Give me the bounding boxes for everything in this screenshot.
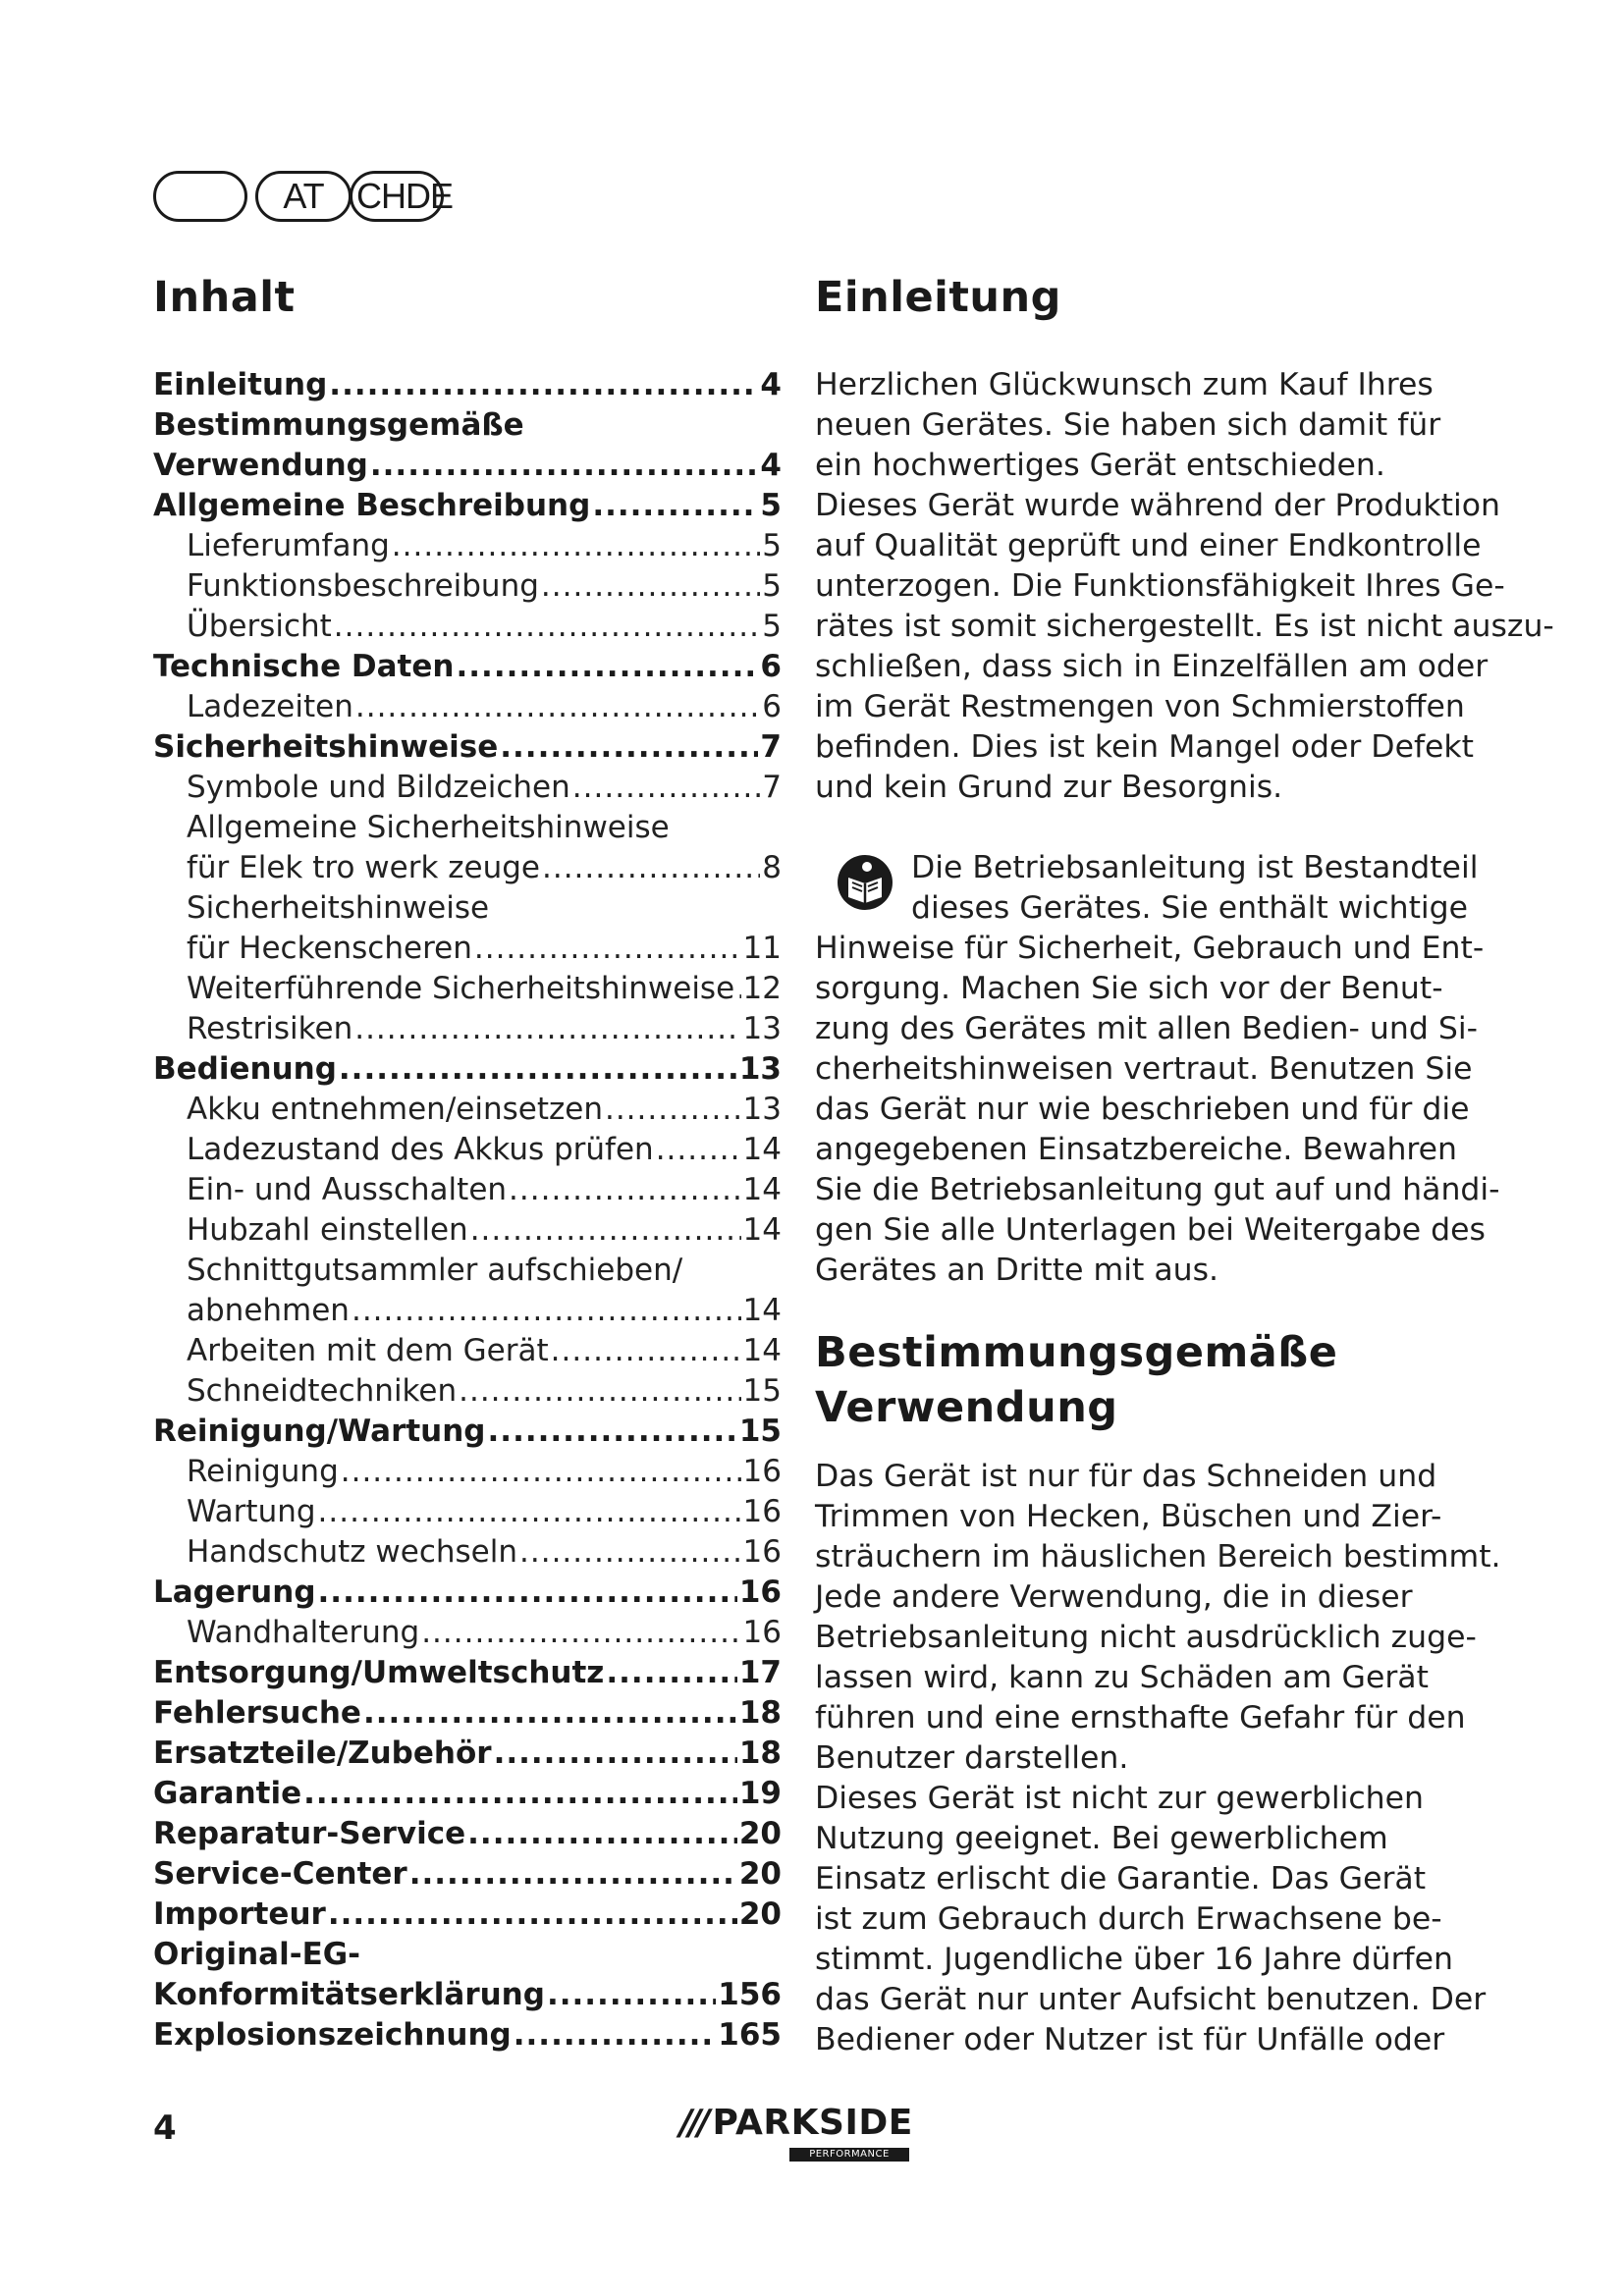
toc-leader-dots bbox=[519, 1532, 741, 1573]
toc-leader-dots bbox=[328, 1895, 737, 1935]
toc-leader-dots bbox=[656, 1130, 741, 1170]
toc-entry bbox=[153, 446, 782, 486]
toc-entry-page: 15 bbox=[738, 1414, 782, 1449]
toc-entry-label: Garantie bbox=[153, 1776, 302, 1811]
text-line: im Gerät Restmengen von Schmierstoffen bbox=[815, 689, 1465, 724]
toc-entry-label: Reparatur-Service bbox=[153, 1816, 466, 1851]
toc-entry bbox=[153, 1854, 782, 1895]
text-line: zung des Gerätes mit allen Bedien- und Si- bbox=[815, 1011, 1478, 1046]
text-line: dieses Gerätes. Sie enthält wichtige bbox=[911, 890, 1469, 926]
toc-leader-dots bbox=[551, 1331, 741, 1371]
toc-entry-page: 6 bbox=[762, 689, 782, 724]
toc-entry-page: 165 bbox=[718, 2017, 782, 2053]
toc-entry-page: 13 bbox=[742, 1092, 782, 1127]
toc-entry-page: 20 bbox=[738, 1816, 782, 1851]
toc-entry-label: Übersicht bbox=[187, 609, 332, 644]
toc-leader-dots bbox=[334, 607, 760, 647]
toc-entry-label: für Elek tro werk zeuge bbox=[187, 850, 540, 885]
toc-entry-page: 14 bbox=[742, 1212, 782, 1248]
toc-entry-label: Lieferumfang bbox=[187, 528, 390, 563]
toc-entry-label: Ein- und Ausschalten bbox=[187, 1172, 508, 1207]
toc-entry-label: Reinigung bbox=[187, 1454, 339, 1489]
toc-entry-label: Technische Daten bbox=[153, 649, 455, 684]
toc-leader-dots bbox=[370, 446, 759, 486]
toc-entry-page: 5 bbox=[760, 488, 782, 523]
toc-entry bbox=[153, 1452, 782, 1492]
toc-entry-label: Reinigung/Wartung bbox=[153, 1414, 486, 1449]
text-line: befinden. Dies ist kein Mangel oder Defekt bbox=[815, 729, 1475, 765]
toc-entry bbox=[153, 1492, 782, 1532]
toc-entry-page: 14 bbox=[742, 1293, 782, 1328]
toc-leader-dots bbox=[318, 1492, 741, 1532]
text-line: Hinweise für Sicherheit, Gebrauch und Ent- bbox=[815, 931, 1485, 966]
toc-entry-label: Symbole und Bildzeichen bbox=[187, 770, 570, 805]
text-line: auf Qualität geprüft und einer Endkontrolle bbox=[815, 528, 1482, 563]
toc-entry-page: 13 bbox=[742, 1011, 782, 1046]
toc-leader-dots bbox=[547, 1975, 716, 2015]
toc-entry-page: 5 bbox=[762, 568, 782, 604]
toc-entry-page: 19 bbox=[738, 1776, 782, 1811]
text-line: und kein Grund zur Besorgnis. bbox=[815, 770, 1283, 805]
toc-entry-page: 20 bbox=[738, 1856, 782, 1892]
text-line: Gerätes an Dritte mit aus. bbox=[815, 1253, 1219, 1288]
toc-entry-label: Weiterführende Sicherheitshinweise bbox=[187, 971, 735, 1006]
toc-entry-label: abnehmen bbox=[187, 1293, 350, 1328]
toc-entry-page: 18 bbox=[738, 1735, 782, 1771]
table-of-contents bbox=[153, 365, 782, 2056]
toc-entry bbox=[153, 1774, 782, 1814]
toc-entry-page: 14 bbox=[742, 1172, 782, 1207]
toc-entry bbox=[153, 1935, 782, 1975]
toc-entry bbox=[153, 566, 782, 607]
text-line: Dieses Gerät ist nicht zur gewerblichen bbox=[815, 1781, 1424, 1816]
toc-entry-page: 18 bbox=[738, 1695, 782, 1731]
text-line: das Gerät nur unter Aufsicht benutzen. Der bbox=[815, 1982, 1487, 2017]
toc-leader-dots bbox=[363, 1693, 737, 1734]
toc-entry bbox=[153, 1693, 782, 1734]
toc-entry-page: 7 bbox=[760, 729, 782, 765]
toc-entry bbox=[153, 1613, 782, 1653]
text-line: neuen Gerätes. Sie haben sich damit für bbox=[815, 407, 1441, 443]
toc-entry bbox=[153, 969, 782, 1009]
toc-leader-dots bbox=[541, 566, 760, 607]
toc-entry-label: Einleitung bbox=[153, 367, 328, 402]
toc-entry-label: Akku entnehmen/einsetzen bbox=[187, 1092, 603, 1127]
toc-entry-label: Lagerung bbox=[153, 1575, 316, 1610]
toc-leader-dots bbox=[355, 687, 760, 727]
toc-entry-page: 6 bbox=[760, 649, 782, 684]
toc-entry-label: Explosionszeichnung bbox=[153, 2017, 512, 2053]
toc-entry-label: Sicherheitshinweise bbox=[187, 890, 490, 926]
toc-entry bbox=[153, 1573, 782, 1613]
brand-slashes: /// bbox=[679, 2103, 707, 2143]
toc-entry-page: 11 bbox=[742, 931, 782, 966]
toc-leader-dots bbox=[500, 727, 758, 768]
toc-leader-dots bbox=[459, 1371, 740, 1412]
toc-entry-label: Handschutz wechseln bbox=[187, 1534, 518, 1570]
country-badge-blank bbox=[153, 171, 247, 222]
intended-use-title-line-1: Bestimmungsgemäße bbox=[815, 1328, 1338, 1377]
text-line: sorgung. Machen Sie sich vor der Benut- bbox=[815, 971, 1443, 1006]
text-line: Herzlichen Glückwunsch zum Kauf Ihres bbox=[815, 367, 1434, 402]
toc-entry bbox=[153, 365, 782, 405]
toc-leader-dots bbox=[474, 929, 741, 969]
toc-entry bbox=[153, 929, 782, 969]
toc-leader-dots bbox=[470, 1210, 741, 1251]
page-number: 4 bbox=[153, 2109, 177, 2148]
toc-entry bbox=[153, 405, 782, 446]
brand-subline: PERFORMANCE bbox=[789, 2148, 909, 2162]
toc-entry bbox=[153, 727, 782, 768]
toc-entry-page: 156 bbox=[718, 1977, 782, 2012]
toc-entry bbox=[153, 486, 782, 526]
toc-entry bbox=[153, 1532, 782, 1573]
toc-entry bbox=[153, 1130, 782, 1170]
text-line: Die Betriebsanleitung ist Bestandteil bbox=[911, 850, 1479, 885]
toc-entry-page: 7 bbox=[762, 770, 782, 805]
brand-logo bbox=[679, 2103, 915, 2160]
text-line: gen Sie alle Unterlagen bei Weitergabe des bbox=[815, 1212, 1486, 1248]
toc-entry bbox=[153, 808, 782, 848]
toc-entry bbox=[153, 526, 782, 566]
toc-entry-page: 4 bbox=[760, 367, 782, 402]
toc-entry bbox=[153, 1331, 782, 1371]
toc-entry-label: Ladezeiten bbox=[187, 689, 353, 724]
toc-entry-label: Arbeiten mit dem Gerät bbox=[187, 1333, 549, 1368]
intro-paragraph-1 bbox=[815, 365, 1554, 808]
toc-entry bbox=[153, 1049, 782, 1090]
toc-entry-label: Ersatzteile/Zubehör bbox=[153, 1735, 492, 1771]
text-line: führen und eine ernsthafte Gefahr für den bbox=[815, 1700, 1466, 1735]
toc-entry-label: Allgemeine Sicherheitshinweise bbox=[187, 810, 670, 845]
toc-entry-label: Ladezustand des Akkus prüfen bbox=[187, 1132, 654, 1167]
text-line: Bediener oder Nutzer ist für Unfälle oder bbox=[815, 2022, 1445, 2057]
country-badge-chde: CHDE bbox=[350, 171, 444, 222]
toc-entry-page: 14 bbox=[742, 1132, 782, 1167]
toc-leader-dots bbox=[572, 768, 760, 808]
toc-leader-dots bbox=[341, 1452, 741, 1492]
toc-leader-dots bbox=[514, 2015, 717, 2056]
toc-entry bbox=[153, 2015, 782, 2056]
toc-leader-dots bbox=[736, 969, 740, 1009]
text-line: Trimmen von Hecken, Büschen und Zier- bbox=[815, 1499, 1442, 1534]
toc-entry bbox=[153, 1090, 782, 1130]
text-line: cherheitshinweisen vertraut. Benutzen Sie bbox=[815, 1051, 1473, 1087]
toc-entry-label: Schnittgutsammler aufschieben/ bbox=[187, 1253, 683, 1288]
toc-entry-page: 15 bbox=[742, 1373, 782, 1409]
toc-entry bbox=[153, 1814, 782, 1854]
toc-entry-label: Wandhalterung bbox=[187, 1615, 420, 1650]
toc-entry-label: Allgemeine Beschreibung bbox=[153, 488, 591, 523]
text-line: ein hochwertiges Gerät entschieden. bbox=[815, 448, 1385, 483]
toc-entry-label: Verwendung bbox=[153, 448, 368, 483]
toc-entry bbox=[153, 1975, 782, 2015]
toc-entry-page: 16 bbox=[742, 1615, 782, 1650]
text-line: Jede andere Verwendung, die in dieser bbox=[815, 1579, 1413, 1615]
toc-leader-dots bbox=[339, 1049, 737, 1090]
toc-entry-label: Service-Center bbox=[153, 1856, 407, 1892]
toc-leader-dots bbox=[329, 365, 758, 405]
toc-leader-dots bbox=[488, 1412, 737, 1452]
toc-leader-dots bbox=[456, 647, 758, 687]
toc-leader-dots bbox=[409, 1854, 737, 1895]
toc-entry-label: Importeur bbox=[153, 1896, 326, 1932]
intended-use-title-line-2: Verwendung bbox=[815, 1383, 1118, 1432]
toc-leader-dots bbox=[318, 1573, 737, 1613]
brand-name: PARKSIDE bbox=[712, 2103, 913, 2143]
toc-entry-page: 8 bbox=[762, 850, 782, 885]
toc-entry-page: 16 bbox=[742, 1494, 782, 1529]
toc-entry bbox=[153, 848, 782, 888]
intended-use-title bbox=[815, 1325, 1337, 1435]
text-line: rätes ist somit sichergestellt. Es ist nicht auszu- bbox=[815, 609, 1554, 644]
toc-entry bbox=[153, 1009, 782, 1049]
text-line: sträuchern im häuslichen Bereich bestimmt. bbox=[815, 1539, 1501, 1575]
toc-leader-dots bbox=[354, 1009, 740, 1049]
toc-leader-dots bbox=[592, 486, 758, 526]
toc-entry-label: Bedienung bbox=[153, 1051, 337, 1087]
toc-leader-dots bbox=[303, 1774, 737, 1814]
toc-entry-page: 16 bbox=[742, 1534, 782, 1570]
toc-entry-label: Restrisiken bbox=[187, 1011, 353, 1046]
toc-entry bbox=[153, 1210, 782, 1251]
toc-entry bbox=[153, 607, 782, 647]
toc-entry-label: Sicherheitshinweise bbox=[153, 729, 499, 765]
toc-entry bbox=[153, 888, 782, 929]
text-line: Betriebsanleitung nicht ausdrücklich zuge- bbox=[815, 1620, 1477, 1655]
toc-leader-dots bbox=[606, 1653, 737, 1693]
text-line: Einsatz erlischt die Garantie. Das Gerät bbox=[815, 1861, 1427, 1896]
toc-entry-page: 12 bbox=[742, 971, 782, 1006]
toc-leader-dots bbox=[494, 1734, 737, 1774]
toc-entry-page: 16 bbox=[742, 1454, 782, 1489]
text-line: angegebenen Einsatzbereiche. Bewahren bbox=[815, 1132, 1458, 1167]
toc-entry-label: Hubzahl einstellen bbox=[187, 1212, 468, 1248]
toc-entry bbox=[153, 1170, 782, 1210]
toc-entry-label: Entsorgung/Umweltschutz bbox=[153, 1655, 605, 1690]
country-badges bbox=[153, 171, 467, 230]
toc-leader-dots bbox=[392, 526, 760, 566]
country-badge-at: AT bbox=[255, 171, 352, 222]
toc-entry-label: für Heckenscheren bbox=[187, 931, 472, 966]
toc-leader-dots bbox=[352, 1291, 741, 1331]
toc-leader-dots bbox=[509, 1170, 741, 1210]
toc-entry-label: Original-EG- bbox=[153, 1937, 361, 1972]
toc-entry-label: Konformitätserklärung bbox=[153, 1977, 545, 2012]
text-line: Das Gerät ist nur für das Schneiden und bbox=[815, 1459, 1437, 1494]
text-line: lassen wird, kann zu Schäden am Gerät bbox=[815, 1660, 1429, 1695]
toc-entry-page: 14 bbox=[742, 1333, 782, 1368]
toc-entry bbox=[153, 768, 782, 808]
toc-entry-page: 5 bbox=[762, 609, 782, 644]
toc-entry-page: 20 bbox=[738, 1896, 782, 1932]
text-line: Sie die Betriebsanleitung gut auf und händi- bbox=[815, 1172, 1500, 1207]
text-line: Dieses Gerät wurde während der Produktion bbox=[815, 488, 1501, 523]
toc-entry-page: 16 bbox=[738, 1575, 782, 1610]
toc-leader-dots bbox=[467, 1814, 737, 1854]
toc-entry-page: 4 bbox=[760, 448, 782, 483]
toc-entry bbox=[153, 687, 782, 727]
text-line: Nutzung geeignet. Bei gewerblichem bbox=[815, 1821, 1388, 1856]
text-line: schließen, dass sich in Einzelfällen am oder bbox=[815, 649, 1489, 684]
toc-entry bbox=[153, 1371, 782, 1412]
text-line: unterzogen. Die Funktionsfähigkeit Ihres Ge- bbox=[815, 568, 1505, 604]
toc-entry-page: 17 bbox=[738, 1655, 782, 1690]
toc-entry-page: 5 bbox=[762, 528, 782, 563]
toc-entry bbox=[153, 1895, 782, 1935]
text-line: das Gerät nur wie beschrieben und für die bbox=[815, 1092, 1470, 1127]
text-line: stimmt. Jugendliche über 16 Jahre dürfen bbox=[815, 1942, 1453, 1977]
toc-entry bbox=[153, 1251, 782, 1291]
toc-entry-label: Bestimmungsgemäße bbox=[153, 407, 524, 443]
toc-entry bbox=[153, 1412, 782, 1452]
toc-entry bbox=[153, 1291, 782, 1331]
intended-use-paragraph bbox=[815, 1457, 1501, 2060]
toc-entry-page: 13 bbox=[738, 1051, 782, 1087]
toc-entry-label: Wartung bbox=[187, 1494, 316, 1529]
toc-entry-label: Funktionsbeschreibung bbox=[187, 568, 539, 604]
toc-title: Inhalt bbox=[153, 273, 296, 322]
intro-title: Einleitung bbox=[815, 273, 1061, 322]
text-line: ist zum Gebrauch durch Erwachsene be- bbox=[815, 1901, 1442, 1937]
toc-entry bbox=[153, 647, 782, 687]
toc-leader-dots bbox=[605, 1090, 741, 1130]
toc-entry-label: Schneidtechniken bbox=[187, 1373, 458, 1409]
text-line: Benutzer darstellen. bbox=[815, 1740, 1129, 1776]
intro-paragraph-2 bbox=[815, 848, 1500, 1291]
toc-entry bbox=[153, 1653, 782, 1693]
toc-leader-dots bbox=[421, 1613, 740, 1653]
toc-leader-dots bbox=[542, 848, 760, 888]
toc-entry bbox=[153, 1734, 782, 1774]
toc-entry-label: Fehlersuche bbox=[153, 1695, 361, 1731]
